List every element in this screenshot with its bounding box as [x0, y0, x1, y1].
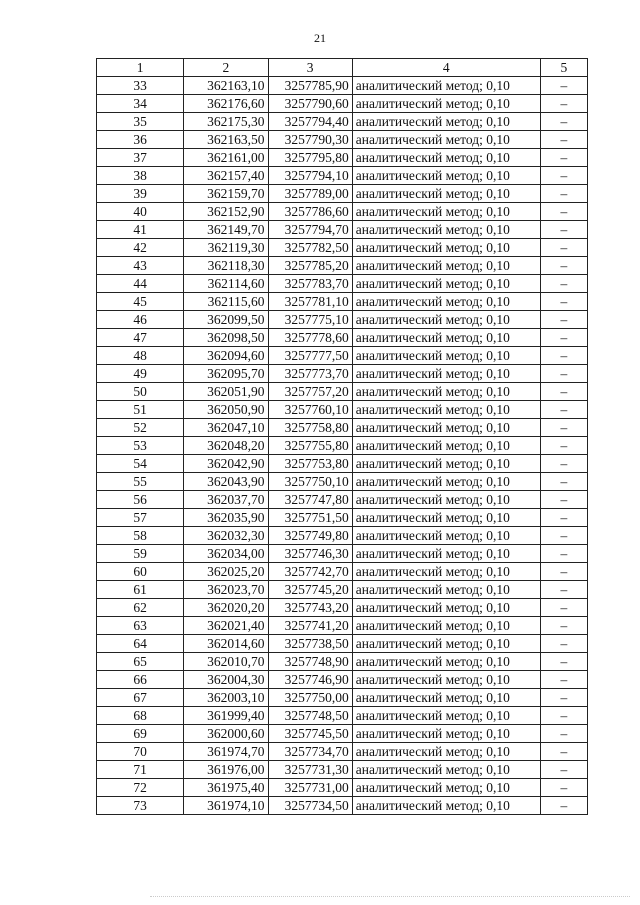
x-coordinate-cell: 362021,40 — [184, 617, 268, 635]
extra-cell: – — [540, 545, 587, 563]
method-cell: аналитический метод; 0,10 — [352, 239, 540, 257]
column-header: 5 — [540, 59, 587, 77]
y-coordinate-cell: 3257734,70 — [268, 743, 352, 761]
x-coordinate-cell: 362163,50 — [184, 131, 268, 149]
y-coordinate-cell: 3257786,60 — [268, 203, 352, 221]
method-cell: аналитический метод; 0,10 — [352, 563, 540, 581]
table-row — [97, 779, 588, 797]
method-cell: аналитический метод; 0,10 — [352, 581, 540, 599]
x-coordinate-cell: 361975,40 — [184, 779, 268, 797]
point-number-cell: 41 — [97, 221, 184, 239]
table-row — [97, 743, 588, 761]
y-coordinate-cell: 3257748,50 — [268, 707, 352, 725]
table-row — [97, 473, 588, 491]
extra-cell: – — [540, 95, 587, 113]
y-coordinate-cell: 3257794,70 — [268, 221, 352, 239]
method-cell: аналитический метод; 0,10 — [352, 653, 540, 671]
y-coordinate-cell: 3257745,20 — [268, 581, 352, 599]
y-coordinate-cell: 3257734,50 — [268, 797, 352, 815]
x-coordinate-cell: 361999,40 — [184, 707, 268, 725]
extra-cell: – — [540, 257, 587, 275]
coordinates-table — [96, 58, 588, 815]
y-coordinate-cell: 3257731,30 — [268, 761, 352, 779]
table-row — [97, 257, 588, 275]
x-coordinate-cell: 362149,70 — [184, 221, 268, 239]
table-row — [97, 671, 588, 689]
table-header-row — [97, 59, 588, 77]
y-coordinate-cell: 3257775,10 — [268, 311, 352, 329]
method-cell: аналитический метод; 0,10 — [352, 329, 540, 347]
method-cell: аналитический метод; 0,10 — [352, 347, 540, 365]
method-cell: аналитический метод; 0,10 — [352, 797, 540, 815]
table-row — [97, 347, 588, 365]
x-coordinate-cell: 362157,40 — [184, 167, 268, 185]
method-cell: аналитический метод; 0,10 — [352, 707, 540, 725]
x-coordinate-cell: 362023,70 — [184, 581, 268, 599]
extra-cell: – — [540, 509, 587, 527]
point-number-cell: 48 — [97, 347, 184, 365]
x-coordinate-cell: 362000,60 — [184, 725, 268, 743]
point-number-cell: 69 — [97, 725, 184, 743]
y-coordinate-cell: 3257755,80 — [268, 437, 352, 455]
x-coordinate-cell: 362004,30 — [184, 671, 268, 689]
table-row — [97, 113, 588, 131]
y-coordinate-cell: 3257757,20 — [268, 383, 352, 401]
extra-cell: – — [540, 527, 587, 545]
method-cell: аналитический метод; 0,10 — [352, 725, 540, 743]
x-coordinate-cell: 362020,20 — [184, 599, 268, 617]
point-number-cell: 65 — [97, 653, 184, 671]
method-cell: аналитический метод; 0,10 — [352, 599, 540, 617]
method-cell: аналитический метод; 0,10 — [352, 293, 540, 311]
extra-cell: – — [540, 275, 587, 293]
method-cell: аналитический метод; 0,10 — [352, 77, 540, 95]
extra-cell: – — [540, 653, 587, 671]
x-coordinate-cell: 362099,50 — [184, 311, 268, 329]
extra-cell: – — [540, 77, 587, 95]
method-cell: аналитический метод; 0,10 — [352, 95, 540, 113]
point-number-cell: 49 — [97, 365, 184, 383]
extra-cell: – — [540, 113, 587, 131]
method-cell: аналитический метод; 0,10 — [352, 437, 540, 455]
page-number: 21 — [314, 31, 326, 45]
x-coordinate-cell: 362003,10 — [184, 689, 268, 707]
y-coordinate-cell: 3257738,50 — [268, 635, 352, 653]
y-coordinate-cell: 3257745,50 — [268, 725, 352, 743]
y-coordinate-cell: 3257750,00 — [268, 689, 352, 707]
table-row — [97, 599, 588, 617]
method-cell: аналитический метод; 0,10 — [352, 401, 540, 419]
table-row — [97, 401, 588, 419]
table-row — [97, 545, 588, 563]
point-number-cell: 73 — [97, 797, 184, 815]
method-cell: аналитический метод; 0,10 — [352, 473, 540, 491]
table-row — [97, 725, 588, 743]
extra-cell: – — [540, 491, 587, 509]
y-coordinate-cell: 3257748,90 — [268, 653, 352, 671]
x-coordinate-cell: 362161,00 — [184, 149, 268, 167]
y-coordinate-cell: 3257746,30 — [268, 545, 352, 563]
x-coordinate-cell: 362050,90 — [184, 401, 268, 419]
table-row — [97, 221, 588, 239]
table-row — [97, 635, 588, 653]
point-number-cell: 36 — [97, 131, 184, 149]
x-coordinate-cell: 362163,10 — [184, 77, 268, 95]
table-row — [97, 95, 588, 113]
x-coordinate-cell: 362114,60 — [184, 275, 268, 293]
point-number-cell: 66 — [97, 671, 184, 689]
table-row — [97, 239, 588, 257]
point-number-cell: 63 — [97, 617, 184, 635]
extra-cell: – — [540, 797, 587, 815]
method-cell: аналитический метод; 0,10 — [352, 779, 540, 797]
table-row — [97, 581, 588, 599]
point-number-cell: 68 — [97, 707, 184, 725]
method-cell: аналитический метод; 0,10 — [352, 185, 540, 203]
point-number-cell: 46 — [97, 311, 184, 329]
table-row — [97, 707, 588, 725]
y-coordinate-cell: 3257789,00 — [268, 185, 352, 203]
point-number-cell: 56 — [97, 491, 184, 509]
point-number-cell: 50 — [97, 383, 184, 401]
table-row — [97, 365, 588, 383]
y-coordinate-cell: 3257751,50 — [268, 509, 352, 527]
extra-cell: – — [540, 671, 587, 689]
x-coordinate-cell: 362035,90 — [184, 509, 268, 527]
table-row — [97, 329, 588, 347]
extra-cell: – — [540, 329, 587, 347]
y-coordinate-cell: 3257731,00 — [268, 779, 352, 797]
y-coordinate-cell: 3257790,30 — [268, 131, 352, 149]
method-cell: аналитический метод; 0,10 — [352, 509, 540, 527]
column-header: 4 — [352, 59, 540, 77]
table-row — [97, 617, 588, 635]
y-coordinate-cell: 3257749,80 — [268, 527, 352, 545]
x-coordinate-cell: 362159,70 — [184, 185, 268, 203]
y-coordinate-cell: 3257753,80 — [268, 455, 352, 473]
method-cell: аналитический метод; 0,10 — [352, 689, 540, 707]
extra-cell: – — [540, 779, 587, 797]
extra-cell: – — [540, 167, 587, 185]
extra-cell: – — [540, 149, 587, 167]
y-coordinate-cell: 3257760,10 — [268, 401, 352, 419]
extra-cell: – — [540, 617, 587, 635]
method-cell: аналитический метод; 0,10 — [352, 545, 540, 563]
extra-cell: – — [540, 473, 587, 491]
point-number-cell: 55 — [97, 473, 184, 491]
point-number-cell: 51 — [97, 401, 184, 419]
method-cell: аналитический метод; 0,10 — [352, 455, 540, 473]
point-number-cell: 61 — [97, 581, 184, 599]
column-header: 3 — [268, 59, 352, 77]
column-header: 1 — [97, 59, 184, 77]
y-coordinate-cell: 3257758,80 — [268, 419, 352, 437]
extra-cell: – — [540, 203, 587, 221]
table-row — [97, 527, 588, 545]
x-coordinate-cell: 361976,00 — [184, 761, 268, 779]
method-cell: аналитический метод; 0,10 — [352, 149, 540, 167]
method-cell: аналитический метод; 0,10 — [352, 257, 540, 275]
extra-cell: – — [540, 563, 587, 581]
x-coordinate-cell: 362042,90 — [184, 455, 268, 473]
extra-cell: – — [540, 707, 587, 725]
y-coordinate-cell: 3257750,10 — [268, 473, 352, 491]
point-number-cell: 53 — [97, 437, 184, 455]
table-row — [97, 311, 588, 329]
x-coordinate-cell: 362176,60 — [184, 95, 268, 113]
table-row — [97, 293, 588, 311]
x-coordinate-cell: 362025,20 — [184, 563, 268, 581]
table-row — [97, 275, 588, 293]
scan-artifact — [150, 896, 630, 900]
table-row — [97, 419, 588, 437]
method-cell: аналитический метод; 0,10 — [352, 743, 540, 761]
table-row — [97, 77, 588, 95]
method-cell: аналитический метод; 0,10 — [352, 491, 540, 509]
point-number-cell: 71 — [97, 761, 184, 779]
point-number-cell: 62 — [97, 599, 184, 617]
point-number-cell: 47 — [97, 329, 184, 347]
table-row — [97, 491, 588, 509]
extra-cell: – — [540, 635, 587, 653]
extra-cell: – — [540, 131, 587, 149]
x-coordinate-cell: 362094,60 — [184, 347, 268, 365]
y-coordinate-cell: 3257778,60 — [268, 329, 352, 347]
table-row — [97, 185, 588, 203]
extra-cell: – — [540, 761, 587, 779]
extra-cell: – — [540, 581, 587, 599]
method-cell: аналитический метод; 0,10 — [352, 419, 540, 437]
extra-cell: – — [540, 455, 587, 473]
method-cell: аналитический метод; 0,10 — [352, 221, 540, 239]
point-number-cell: 72 — [97, 779, 184, 797]
method-cell: аналитический метод; 0,10 — [352, 365, 540, 383]
y-coordinate-cell: 3257794,40 — [268, 113, 352, 131]
x-coordinate-cell: 362032,30 — [184, 527, 268, 545]
y-coordinate-cell: 3257795,80 — [268, 149, 352, 167]
extra-cell: – — [540, 347, 587, 365]
y-coordinate-cell: 3257741,20 — [268, 617, 352, 635]
y-coordinate-cell: 3257743,20 — [268, 599, 352, 617]
table-row — [97, 653, 588, 671]
point-number-cell: 54 — [97, 455, 184, 473]
point-number-cell: 52 — [97, 419, 184, 437]
method-cell: аналитический метод; 0,10 — [352, 671, 540, 689]
point-number-cell: 38 — [97, 167, 184, 185]
table-row — [97, 761, 588, 779]
extra-cell: – — [540, 743, 587, 761]
y-coordinate-cell: 3257785,20 — [268, 257, 352, 275]
y-coordinate-cell: 3257783,70 — [268, 275, 352, 293]
extra-cell: – — [540, 293, 587, 311]
method-cell: аналитический метод; 0,10 — [352, 311, 540, 329]
x-coordinate-cell: 362010,70 — [184, 653, 268, 671]
method-cell: аналитический метод; 0,10 — [352, 635, 540, 653]
point-number-cell: 37 — [97, 149, 184, 167]
extra-cell: – — [540, 365, 587, 383]
x-coordinate-cell: 362119,30 — [184, 239, 268, 257]
table-row — [97, 131, 588, 149]
point-number-cell: 40 — [97, 203, 184, 221]
extra-cell: – — [540, 689, 587, 707]
point-number-cell: 35 — [97, 113, 184, 131]
point-number-cell: 39 — [97, 185, 184, 203]
x-coordinate-cell: 362051,90 — [184, 383, 268, 401]
extra-cell: – — [540, 401, 587, 419]
y-coordinate-cell: 3257785,90 — [268, 77, 352, 95]
y-coordinate-cell: 3257790,60 — [268, 95, 352, 113]
x-coordinate-cell: 362048,20 — [184, 437, 268, 455]
column-header: 2 — [184, 59, 268, 77]
point-number-cell: 33 — [97, 77, 184, 95]
x-coordinate-cell: 362175,30 — [184, 113, 268, 131]
x-coordinate-cell: 362118,30 — [184, 257, 268, 275]
x-coordinate-cell: 362047,10 — [184, 419, 268, 437]
method-cell: аналитический метод; 0,10 — [352, 761, 540, 779]
point-number-cell: 45 — [97, 293, 184, 311]
table-row — [97, 509, 588, 527]
x-coordinate-cell: 362014,60 — [184, 635, 268, 653]
x-coordinate-cell: 361974,10 — [184, 797, 268, 815]
extra-cell: – — [540, 419, 587, 437]
table-row — [97, 167, 588, 185]
table-row — [97, 689, 588, 707]
x-coordinate-cell: 362095,70 — [184, 365, 268, 383]
table-row — [97, 149, 588, 167]
method-cell: аналитический метод; 0,10 — [352, 275, 540, 293]
y-coordinate-cell: 3257781,10 — [268, 293, 352, 311]
table-body — [97, 77, 588, 815]
extra-cell: – — [540, 383, 587, 401]
method-cell: аналитический метод; 0,10 — [352, 527, 540, 545]
point-number-cell: 44 — [97, 275, 184, 293]
method-cell: аналитический метод; 0,10 — [352, 131, 540, 149]
table-row — [97, 203, 588, 221]
table-row — [97, 383, 588, 401]
point-number-cell: 59 — [97, 545, 184, 563]
y-coordinate-cell: 3257782,50 — [268, 239, 352, 257]
point-number-cell: 58 — [97, 527, 184, 545]
point-number-cell: 64 — [97, 635, 184, 653]
x-coordinate-cell: 362037,70 — [184, 491, 268, 509]
y-coordinate-cell: 3257747,80 — [268, 491, 352, 509]
method-cell: аналитический метод; 0,10 — [352, 113, 540, 131]
method-cell: аналитический метод; 0,10 — [352, 383, 540, 401]
point-number-cell: 42 — [97, 239, 184, 257]
x-coordinate-cell: 362115,60 — [184, 293, 268, 311]
method-cell: аналитический метод; 0,10 — [352, 203, 540, 221]
table-row — [97, 455, 588, 473]
table-row — [97, 563, 588, 581]
extra-cell: – — [540, 185, 587, 203]
extra-cell: – — [540, 725, 587, 743]
point-number-cell: 34 — [97, 95, 184, 113]
point-number-cell: 43 — [97, 257, 184, 275]
y-coordinate-cell: 3257742,70 — [268, 563, 352, 581]
y-coordinate-cell: 3257773,70 — [268, 365, 352, 383]
point-number-cell: 70 — [97, 743, 184, 761]
extra-cell: – — [540, 311, 587, 329]
y-coordinate-cell: 3257746,90 — [268, 671, 352, 689]
x-coordinate-cell: 361974,70 — [184, 743, 268, 761]
y-coordinate-cell: 3257777,50 — [268, 347, 352, 365]
point-number-cell: 60 — [97, 563, 184, 581]
table-row — [97, 797, 588, 815]
extra-cell: – — [540, 221, 587, 239]
y-coordinate-cell: 3257794,10 — [268, 167, 352, 185]
x-coordinate-cell: 362034,00 — [184, 545, 268, 563]
extra-cell: – — [540, 437, 587, 455]
x-coordinate-cell: 362152,90 — [184, 203, 268, 221]
x-coordinate-cell: 362043,90 — [184, 473, 268, 491]
point-number-cell: 67 — [97, 689, 184, 707]
table-row — [97, 437, 588, 455]
method-cell: аналитический метод; 0,10 — [352, 617, 540, 635]
method-cell: аналитический метод; 0,10 — [352, 167, 540, 185]
x-coordinate-cell: 362098,50 — [184, 329, 268, 347]
point-number-cell: 57 — [97, 509, 184, 527]
extra-cell: – — [540, 599, 587, 617]
extra-cell: – — [540, 239, 587, 257]
